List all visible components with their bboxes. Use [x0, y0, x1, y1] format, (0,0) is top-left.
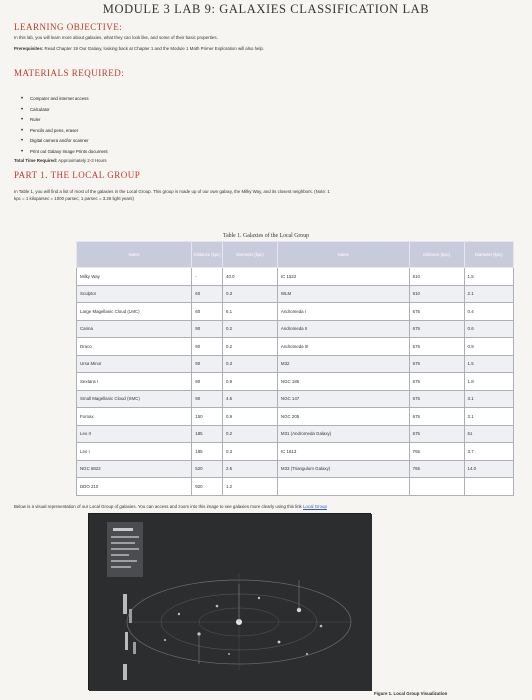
table-cell: NGC 6822: [77, 460, 192, 478]
table-cell: 765: [409, 443, 464, 461]
table-cell: 2.1: [464, 285, 513, 303]
table-cell: 610: [409, 285, 464, 303]
table-cell: 0.9: [464, 338, 513, 356]
table-row: [77, 303, 514, 321]
materials-item: • Print out Galaxy Image Prints document: [30, 147, 108, 158]
table-cell: Fornax: [77, 408, 192, 426]
header-distance: Distance (kpc): [409, 242, 464, 268]
table-cell: Andromeda I: [277, 303, 409, 321]
table-cell: M32: [277, 355, 409, 373]
table-cell: 675: [409, 338, 464, 356]
total-time-line: [14, 158, 107, 164]
table-cell: 0.2: [223, 425, 278, 443]
table-cell: NGC 205: [277, 408, 409, 426]
figure-caption-label: Figure 1. Local Group Visualization: [374, 691, 448, 696]
table-cell: -: [192, 268, 223, 286]
table-caption: Table 1. Galaxies of the Local Group: [222, 233, 310, 239]
table-cell: 90: [192, 373, 223, 391]
part1-text-line2: kpc = 1 kiloparsec = 1000 parsec; 1 parsec = 3.26 light years): [14, 196, 134, 201]
table-cell: Sculptor: [77, 285, 192, 303]
table-row: [77, 355, 514, 373]
local-group-visualization-image: [89, 514, 372, 691]
table-cell: 675: [409, 408, 464, 426]
table-cell: Leo II: [77, 425, 192, 443]
materials-item: • Calculator: [30, 105, 108, 116]
materials-heading: MATERIALS REQUIRED:: [14, 68, 125, 78]
table-cell: Ursa Minor: [77, 355, 192, 373]
table-row: [77, 443, 514, 461]
table-cell: 1.5: [464, 268, 513, 286]
table-cell: 0.4: [464, 303, 513, 321]
table-cell: 1.2: [223, 478, 278, 496]
table-cell: 6.1: [223, 303, 278, 321]
table-cell: 185: [192, 443, 223, 461]
table-cell: 40.0: [223, 268, 278, 286]
table-cell: [464, 478, 513, 496]
table-cell: 2.5: [223, 460, 278, 478]
table-cell: [277, 478, 409, 496]
header-name: Name: [77, 242, 192, 268]
table-cell: 60: [192, 303, 223, 321]
table-cell: 675: [409, 373, 464, 391]
table-cell: 3.1: [464, 390, 513, 408]
table-cell: 61: [464, 425, 513, 443]
table-cell: 0.2: [223, 320, 278, 338]
total-time-label: Total Time Required:: [14, 158, 58, 163]
total-time-value: Approximately 2-3 Hours: [58, 158, 107, 163]
table-row: [77, 390, 514, 408]
table-cell: 610: [409, 268, 464, 286]
table-cell: 675: [409, 320, 464, 338]
table-row: [77, 460, 514, 478]
table-cell: 1.8: [464, 373, 513, 391]
table-cell: M33 (Triangulum Galaxy): [277, 460, 409, 478]
table-cell: 0.3: [223, 443, 278, 461]
table-cell: 150: [192, 408, 223, 426]
table-cell: IC 1522: [277, 268, 409, 286]
table-cell: Carina: [77, 320, 192, 338]
table-cell: 185: [192, 425, 223, 443]
table-cell: 3.1: [464, 408, 513, 426]
table-cell: 3.7: [464, 443, 513, 461]
page-title: MODULE 3 LAB 9: GALAXIES CLASSIFICATION LAB: [102, 2, 430, 16]
table-cell: IC 1613: [277, 443, 409, 461]
table-cell: 920: [192, 478, 223, 496]
table-body: [77, 268, 514, 496]
part1-text-line1: In Table 1, you will find a list of most of the galaxies in the Local Group. This group is made up of our own galaxy, the Milky Way, and its closest neighbors. (Note: 1: [14, 189, 330, 194]
table-cell: 90: [192, 338, 223, 356]
table-cell: 520: [192, 460, 223, 478]
table-row: [77, 268, 514, 286]
table-cell: WLM: [277, 285, 409, 303]
prerequisites-label: Prerequisites:: [14, 46, 44, 51]
table-cell: Draco: [77, 338, 192, 356]
header-distance: Distance (kpc): [192, 242, 223, 268]
table-cell: Leo I: [77, 443, 192, 461]
table-cell: Milky Way: [77, 268, 192, 286]
table-cell: NGC 147: [277, 390, 409, 408]
table-cell: Andromeda II: [277, 320, 409, 338]
table-cell: Large Magellanic Cloud (LMC): [77, 303, 192, 321]
materials-item: • Ruler: [30, 115, 108, 126]
table-row: [77, 425, 514, 443]
table-row: [77, 320, 514, 338]
table-cell: 675: [409, 425, 464, 443]
table-header-row: [77, 242, 514, 268]
table-cell: 675: [409, 303, 464, 321]
materials-item: • Pencils and pens, eraser: [30, 126, 108, 137]
table-cell: 60: [192, 285, 223, 303]
table-cell: [409, 478, 464, 496]
table-cell: 0.3: [223, 285, 278, 303]
table-row: [77, 338, 514, 356]
local-group-link[interactable]: Local Group: [302, 504, 327, 509]
table-cell: Small Magellanic Cloud (SMC): [77, 390, 192, 408]
table-cell: M31 (Andromeda Galaxy): [277, 425, 409, 443]
materials-item: • Computer and internet access: [30, 94, 108, 105]
table-cell: 14.0: [464, 460, 513, 478]
table-cell: 0.6: [464, 320, 513, 338]
header-diameter: Diameter (kpc): [223, 242, 278, 268]
table-cell: 4.6: [223, 390, 278, 408]
materials-list: [30, 94, 108, 157]
table-cell: 675: [409, 355, 464, 373]
table-cell: 675: [409, 390, 464, 408]
prerequisites-line: [14, 46, 264, 52]
header-name: Name: [277, 242, 409, 268]
prerequisites-text: Read Chapter 19 Our Galaxy, looking back at Chapter 1 and the Module 1 Math Primer Exploration will also help.: [44, 46, 265, 51]
table-cell: 90: [192, 320, 223, 338]
part1-heading: PART 1. THE LOCAL GROUP: [14, 170, 141, 180]
table-cell: 90: [192, 390, 223, 408]
figure-caption: [374, 691, 447, 696]
learning-objective-text: In this lab, you will learn more about galaxies, what they can look like, and some of their basic properties.: [14, 35, 218, 40]
galaxies-table: [76, 241, 514, 496]
table-cell: 765: [409, 460, 464, 478]
table-cell: 0.2: [223, 338, 278, 356]
table-row: [77, 285, 514, 303]
table-cell: 1.5: [464, 355, 513, 373]
table-cell: Sextans I: [77, 373, 192, 391]
learning-objective-heading: LEARNING OBJECTIVE:: [14, 22, 123, 32]
visual-description: [14, 504, 327, 509]
table-cell: NGC 185: [277, 373, 409, 391]
materials-item: • Digital camera and/or scanner: [30, 136, 108, 147]
table-cell: 90: [192, 355, 223, 373]
visual-text: Below is a visual representation of our Local Group of galaxies. You can access and zoom into this image to see galaxies more clearly using this link: [14, 504, 302, 509]
table-cell: 0.9: [223, 373, 278, 391]
table-row: [77, 373, 514, 391]
local-group-figure: [88, 513, 371, 690]
header-diameter: Diameter (kpc): [464, 242, 513, 268]
table-row: [77, 478, 514, 496]
table-cell: 0.3: [223, 355, 278, 373]
table-cell: Andromeda III: [277, 338, 409, 356]
table-row: [77, 408, 514, 426]
table-cell: DDO 210: [77, 478, 192, 496]
table-cell: 0.9: [223, 408, 278, 426]
